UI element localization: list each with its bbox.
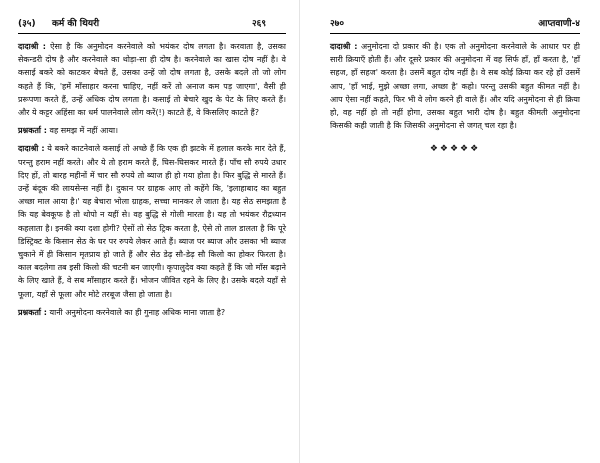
page-number: २६९ xyxy=(251,19,266,29)
paragraph-text: अनुमोदना दो प्रकार की है। एक तो अनुमोदना करनेवाले के आधार पर ही सारी क्रियाएँ होती हैं। और दूसरे प्रकार की अनुमोदना में वह सिर्फ हाँ, हाँ करता है, 'हाँ सहज, हाँ सहज' करता है। उसमें बहुत दोष नहीं है। वे सब कोई क्रिया कर रहे हों उसमें आप, 'हाँ भाई, मुझे अच्छा लगा, अच्छा है' कहो। परन्तु उसकी बहुत कीमत नहीं है। आप ऐसा नहीं कहते, फिर भी वे लोग करने ही वाले हैं। और यदि अनुमोदना से ही क्रिया हो, वह नहीं हो तो नहीं होगा, उसका बहुत भारी दोष है। बहुत कीमती अनुमोदना किसकी कही जाती है कि जिसकी अनुमोदना से जगत् चल रहा है। xyxy=(330,42,580,131)
paragraph xyxy=(18,306,286,319)
speaker-label: प्रश्नकर्ता : xyxy=(18,307,47,317)
paragraph xyxy=(18,124,286,137)
speaker-label: दादाश्री : xyxy=(18,144,45,154)
page-number: २७० xyxy=(330,19,345,29)
left-page-header xyxy=(18,16,286,30)
paragraph-text: ये बकरे काटनेवाले कसाई तो अच्छे हैं कि एक ही झटके में हलाल करके मार देते हैं, परन्तु हराम नहीं करते। और ये तो हराम करते हैं, घिस-घिसकर मारते हैं। पाँच सौ रुपये उधार दिए हों, तो बारह महीनों में चार सौ रुपये तो ब्याज ही हो गया होता है। फिर बुद्धि से मारते हैं। उन्हें बंदूक की लायसेन्स नहीं है। दुकान पर ग्राहक आए तो कहेंगे कि, 'इलाहाबाद का बहुत अच्छा माल आया है।' यह बेचारा भोला ग्राहक, सच्चा मानकर ले जाता है। यह सेठ समझता है कि यह बेवकूफ है तो थोपो न यहीं से। वह बुद्धि से गोली मारता है। यह तो भयंकर रौद्रध्यान कहलाता है। इनकी क्या दशा होगी? ऐसों तो सेठ ट्रिक करता है, ऐसे तो ताल डालता है कि पूरे डिस्ट्रिक्ट के किसान सेठ के घर पर रुपये लेकर आते हैं। ब्याज पर ब्याज और उसका भी ब्याज चुकाने में ही किसान मृतप्राय हो जाते हैं और सेठ डेढ़ सौ-डेढ़ सौ किलो का होकर फिरता है। काल बदलेगा तब इसी किलो की चटनी बन जाएगी। कृपालुदेव क्या कहते हैं कि जो माँस बढ़ाने के लिए खाते हैं, वे सब माँसाहार करते हैं। भोजन जीवित रहने के लिए है। उसके बदले यहाँ से फूला, यहाँ से फूला और मोटे तरबूज जैसा हो जाता है। xyxy=(18,144,286,299)
chapter-title: कर्म की थियरी xyxy=(52,19,100,29)
book-title: आप्तवाणी-४ xyxy=(538,19,580,29)
header-rule xyxy=(330,33,580,34)
chapter-number: (३५) xyxy=(18,19,36,29)
speaker-label: दादाश्री : xyxy=(18,42,46,51)
header-rule xyxy=(18,33,286,34)
section-end-ornament: ❖❖❖❖❖ xyxy=(429,144,481,155)
speaker-label: प्रश्नकर्ता : xyxy=(18,126,47,136)
paragraph-text: वह समझ में नहीं आया। xyxy=(46,126,119,136)
paragraph xyxy=(330,40,580,132)
paragraph xyxy=(18,40,286,119)
paragraph-text: यानी अनुमोदना करनेवाले का ही गुनाह अधिक माना जाता है? xyxy=(46,307,226,317)
paragraph xyxy=(18,142,286,300)
speaker-label: दादाश्री : xyxy=(330,42,358,51)
right-page xyxy=(300,0,600,463)
right-page-header xyxy=(330,16,580,30)
paragraph-text: ऐसा है कि अनुमोदन करनेवाले को भयंकर दोष लगता है। करवाता है, उसका सेकन्डरी दोष है और करनेवाले का थोड़ा-सा ही दोष है। करनेवाले का खास दोष नहीं है। वे कसाई बकरे को काटकर बेचते हैं, उसका उन्हें जो दोष लगता है, उसके बदले तो जो लोग कहते हैं कि, 'हमें माँसाहार करना चाहिए, नहीं करें तो अनाज कम पड़ जाएगा', वैसी ही प्ररूपणा करते हैं, उन्हें अधिक दोष लगता है। कसाई तो बेचारे खुद के पेट के लिए करते हैं। और ये कट्टर अहिंसा का धर्म पालनेवाले लोग करें(!) काटते हैं, वे किसलिए काटते हैं? xyxy=(18,42,286,118)
